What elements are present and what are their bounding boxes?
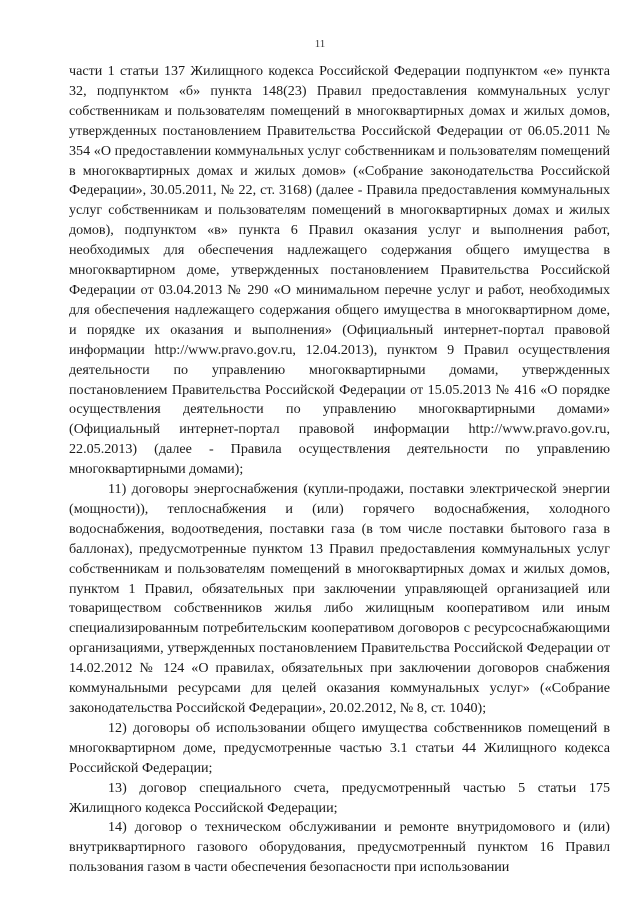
document-body	[69, 62, 610, 878]
paragraph-continuation: части 1 статьи 137 Жилищного кодекса Российской Федерации подпунктом «е» пункта 32, подпунктом «б» пункта 148(23) Правил предоставления коммунальных услуг собственникам и пользователям помещений в многоквартирных домах и жилых домов, утвержденных постановлением Правительства Российской Федерации от 06.05.2011 № 354 «О предоставлении коммунальных услуг собственникам и пользователям помещений в многоквартирных домах и жилых домов» («Собрание законодательства Российской Федерации», 30.05.2011, № 22, ст. 3168) (далее - Правила предоставления коммунальных услуг собственникам и пользователям помещений в многоквартирных домах и жилых домов), подпунктом «в» пункта 6 Правил оказания услуг и выполнения работ, необходимых для обеспечения надлежащего содержания общего имущества в многоквартирном доме, утвержденных постановлением Правительства Российской Федерации от 03.04.2013 № 290 «О минимальном перечне услуг и работ, необходимых для обеспечения надлежащего содержания общего имущества в многоквартирном доме, и порядке их оказания и выполнения» (Официальный интернет-портал правовой информации http://www.pravo.gov.ru, 12.04.2013), пунктом 9 Правил осуществления деятельности по управлению многоквартирными домами, утвержденных постановлением Правительства Российской Федерации от 15.05.2013 № 416 «О порядке осуществления деятельности по управлению многоквартирными домами» (Официальный интернет-портал правовой информации http://www.pravo.gov.ru, 22.05.2013) (далее - Правила осуществления деятельности по управлению многоквартирными домами);	[69, 63, 610, 478]
paragraph-item-12: 12) договоры об использовании общего имущества собственников помещений в многоквартирном доме, предусмотренные частью 3.1 статьи 44 Жилищного кодекса Российской Федерации;	[69, 719, 610, 776]
page-number: 11	[314, 38, 326, 50]
paragraph-item-11: 11) договоры энергоснабжения (купли-продажи, поставки электрической энергии (мощности)), теплоснабжения и (или) горячего водоснабжения, холодного водоснабжения, водоотведения, поставки газа (в том числе поставки бытового газа в баллонах), предусмотренные пунктом 13 Правил предоставления коммунальных услуг собственникам и пользователям помещений в многоквартирных домах и жилых домов, пунктом 1 Правил, обязательных при заключении управляющей организацией или товариществом собственников жилья либо жилищным кооперативом или иным специализированным потребительским кооперативом договоров с ресурсоснабжающими организациями, утвержденных постановлением Правительства Российской Федерации от 14.02.2012 № 124 «О правилах, обязательных при заключении договоров снабжения коммунальными ресурсами для целей оказания коммунальных услуг» («Собрание законодательства Российской Федерации», 20.02.2012, № 8, ст. 1040);	[69, 481, 610, 716]
paragraph-item-14: 14) договор о техническом обслуживании и ремонте внутридомового и (или) внутриквартирного газового оборудования, предусмотренный пунктом 16 Правил пользования газом в части обеспечения безопасности при использовании	[69, 819, 610, 876]
paragraph-item-13: 13) договор специального счета, предусмотренный частью 5 статьи 175 Жилищного кодекса Российской Федерации;	[69, 779, 610, 816]
